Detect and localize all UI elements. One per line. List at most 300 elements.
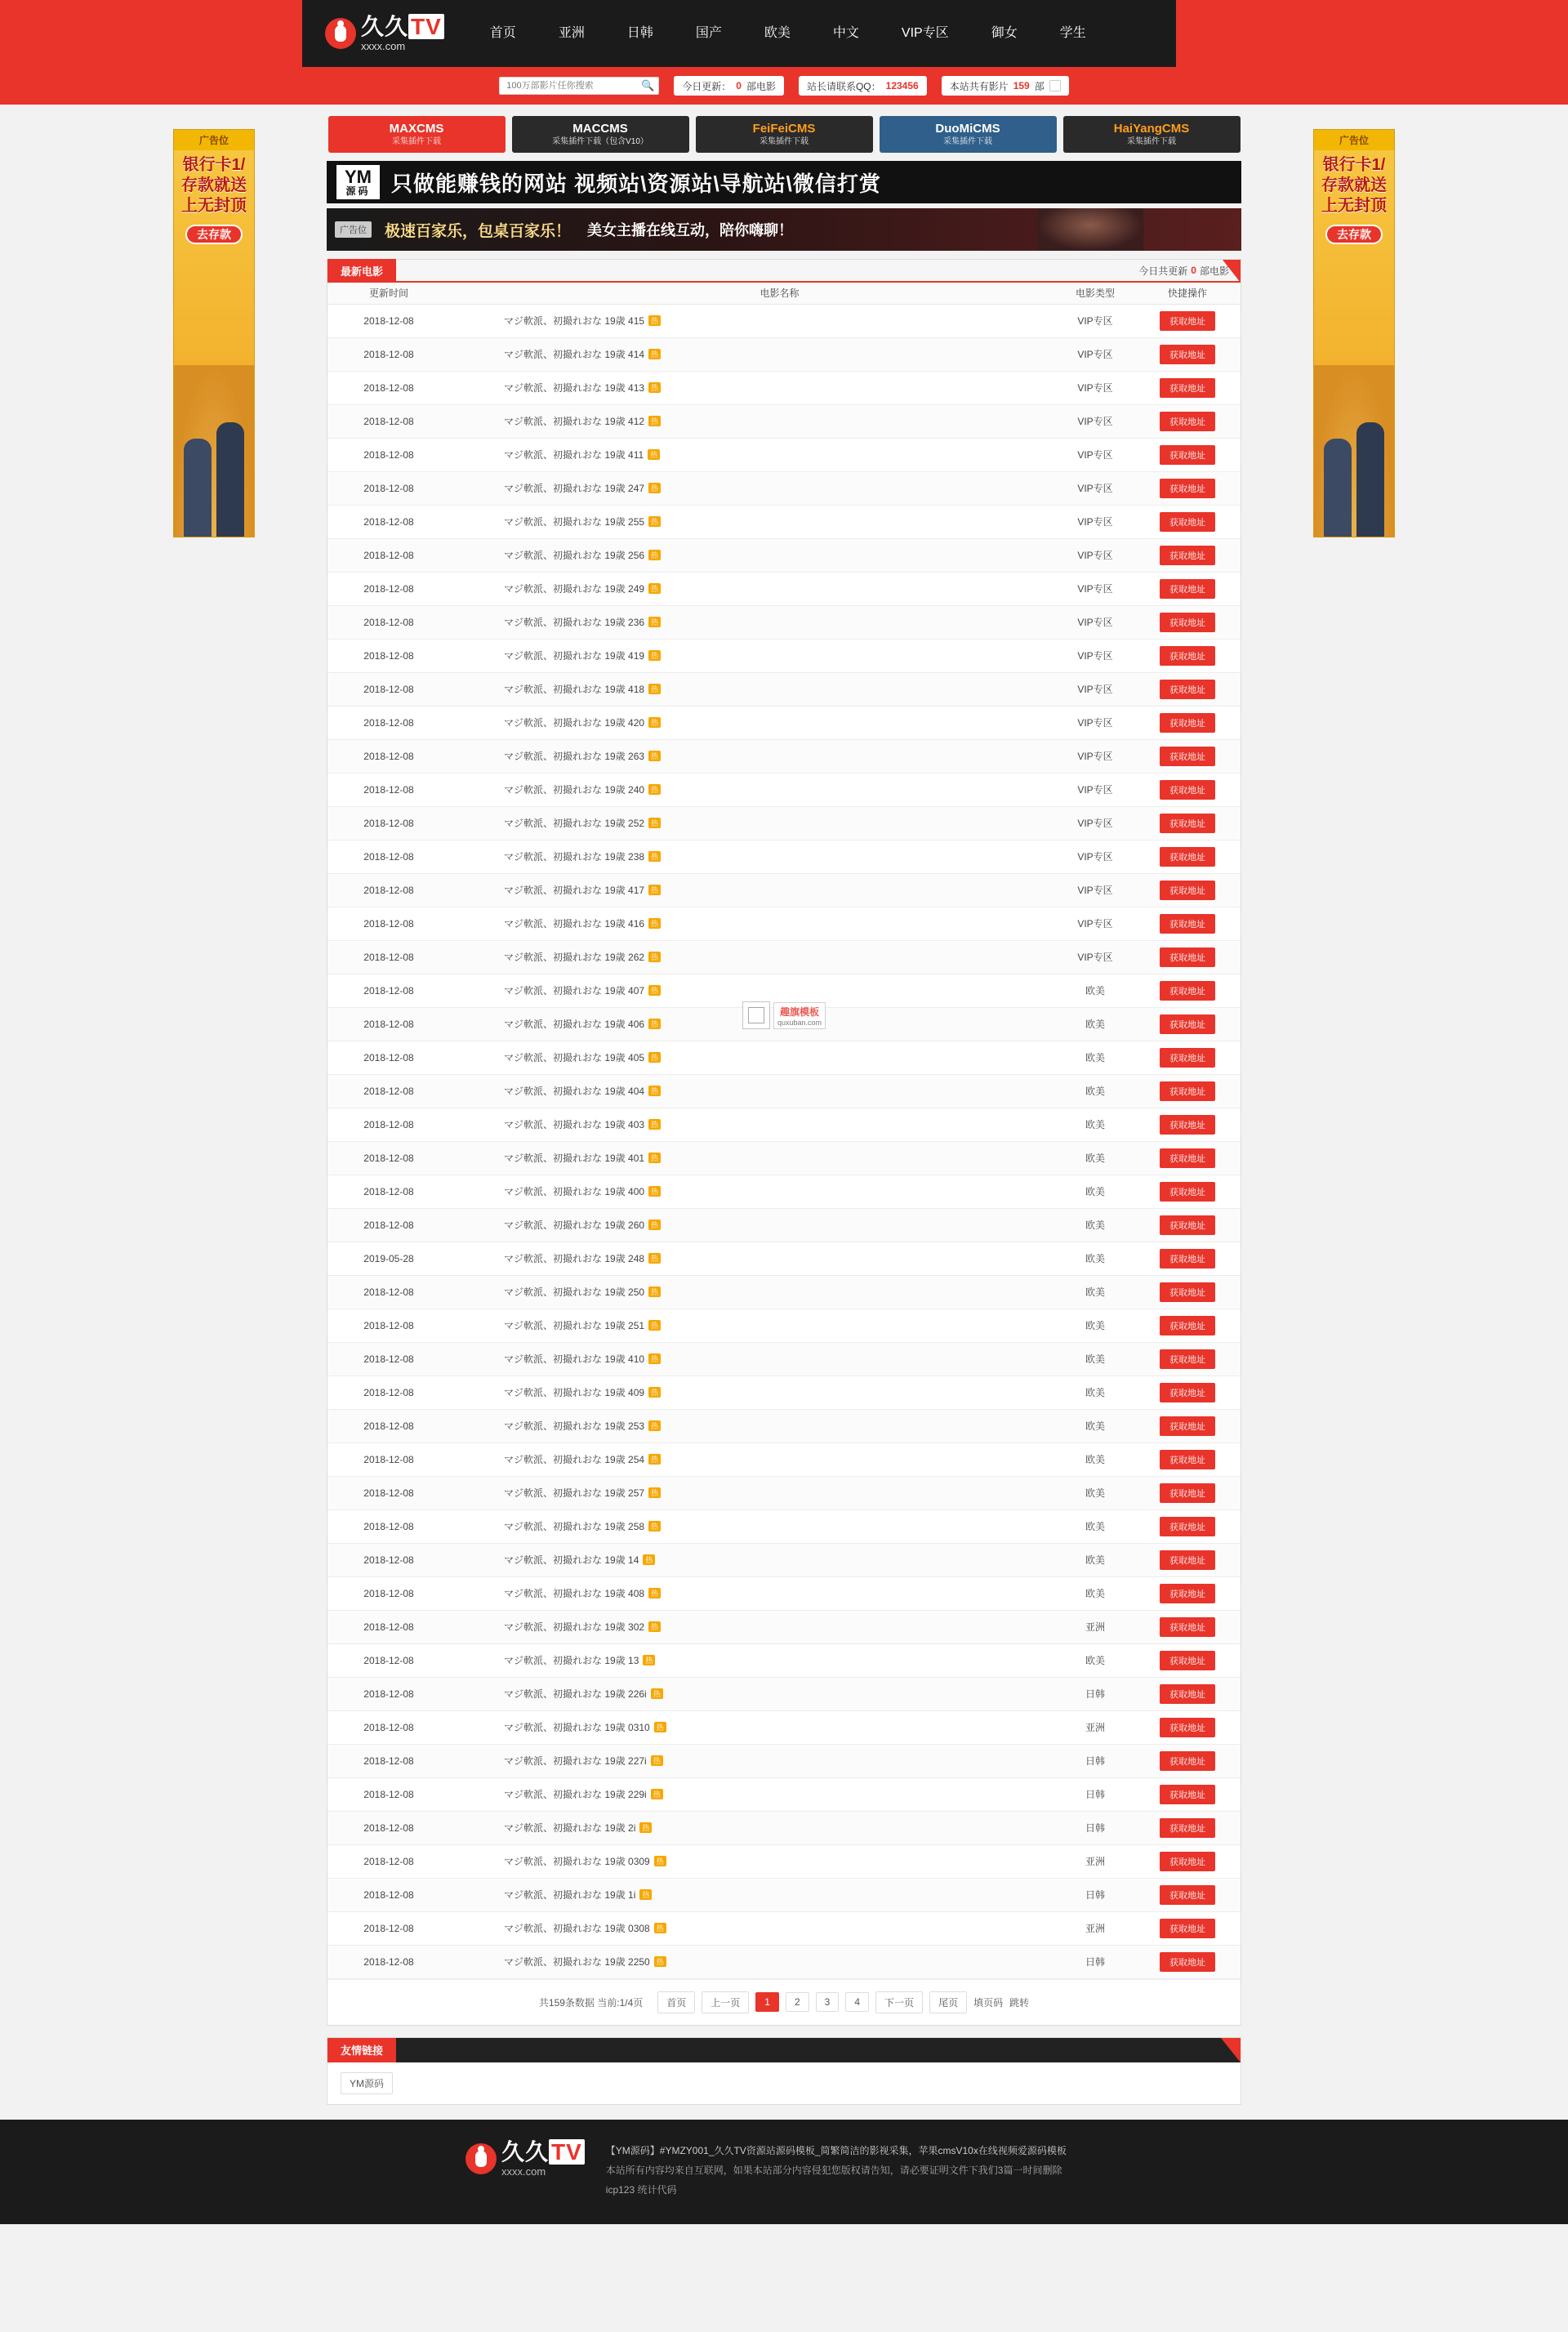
row-name[interactable] — [450, 605, 1056, 639]
row-name[interactable] — [450, 572, 1056, 605]
get-address-button[interactable]: 获取地址 — [1160, 445, 1215, 465]
row-name[interactable] — [450, 1878, 1056, 1911]
get-address-button[interactable]: 获取地址 — [1160, 1316, 1215, 1335]
ym-brand-sub: 源码 — [345, 185, 371, 198]
row-time: 2018-12-08 — [327, 471, 450, 505]
row-type: VIP专区 — [1056, 371, 1134, 404]
row-time: 2018-12-08 — [327, 940, 450, 974]
get-address-button[interactable]: 获取地址 — [1160, 378, 1215, 398]
pagination — [327, 1979, 1241, 2025]
table-row[interactable] — [327, 1476, 1241, 1509]
row-action-cell — [1134, 1208, 1241, 1242]
get-address-button[interactable]: 获取地址 — [1160, 579, 1215, 599]
get-address-button[interactable]: 获取地址 — [1160, 1081, 1215, 1101]
today-update-unit: 部电影 — [746, 80, 776, 92]
panel-header — [327, 260, 1241, 283]
get-address-button[interactable]: 获取地址 — [1160, 1584, 1215, 1603]
row-time: 2018-12-08 — [327, 1108, 450, 1141]
get-address-button[interactable]: 获取地址 — [1160, 512, 1215, 532]
table-row[interactable] — [327, 1777, 1241, 1811]
hot-badge-icon: 热 — [648, 583, 661, 594]
row-type: 日韩 — [1056, 1945, 1134, 1978]
main-nav — [469, 0, 1107, 67]
pagination-jump-button[interactable]: 跳转 — [1009, 1996, 1030, 2009]
top-header — [0, 0, 1568, 67]
cms-haiyangcms-sub: 采集插件下载 — [1127, 137, 1176, 147]
row-name[interactable] — [450, 1677, 1056, 1710]
table-row[interactable] — [327, 940, 1241, 974]
hot-badge-icon: 热 — [648, 1420, 661, 1431]
pagination-prev[interactable]: 上一页 — [702, 1991, 749, 2013]
row-name[interactable] — [450, 1945, 1056, 1978]
row-name[interactable] — [450, 471, 1056, 505]
get-address-button[interactable]: 获取地址 — [1160, 311, 1215, 331]
row-name[interactable] — [450, 1342, 1056, 1376]
row-name[interactable] — [450, 304, 1056, 337]
row-time: 2018-12-08 — [327, 1509, 450, 1543]
row-name-text: マジ軟派、初撮れおな 19歳 403 — [504, 1119, 645, 1130]
row-time: 2018-12-08 — [327, 773, 450, 806]
row-action-cell — [1134, 1242, 1241, 1275]
hot-badge-icon: 热 — [648, 1253, 661, 1264]
table-row[interactable] — [327, 1175, 1241, 1208]
get-address-button[interactable]: 获取地址 — [1160, 1517, 1215, 1536]
get-address-button[interactable]: 获取地址 — [1160, 1852, 1215, 1871]
left-ad-line3: 上无封顶 — [181, 197, 247, 215]
table-row[interactable] — [327, 840, 1241, 873]
nav-item-western[interactable]: 欧美 — [764, 26, 791, 40]
cms-feifeicms-title: FeiFeiCMS — [752, 122, 816, 136]
row-name-text: マジ軟派、初撮れおな 19歳 240 — [504, 784, 645, 796]
row-name[interactable] — [450, 1811, 1056, 1844]
get-address-button[interactable]: 获取地址 — [1160, 847, 1215, 867]
cms-button-haiyangcms[interactable] — [1063, 116, 1241, 153]
table-row[interactable] — [327, 404, 1241, 438]
row-name-text: マジ軟派、初撮れおな 19歳 262 — [504, 952, 645, 963]
get-address-button[interactable]: 获取地址 — [1160, 1651, 1215, 1670]
hot-badge-icon: 热 — [648, 483, 661, 493]
row-name-text: マジ軟派、初撮れおな 19歳 412 — [504, 416, 645, 427]
row-name[interactable] — [450, 538, 1056, 572]
table-row[interactable] — [327, 1509, 1241, 1543]
table-row[interactable] — [327, 1576, 1241, 1610]
hot-badge-icon: 热 — [648, 449, 660, 460]
nav-item-chinese[interactable]: 中文 — [832, 26, 859, 40]
casino-ad-label: 广告位 — [335, 221, 372, 238]
row-action-cell — [1134, 639, 1241, 672]
table-row[interactable] — [327, 1442, 1241, 1476]
table-row[interactable] — [327, 1878, 1241, 1911]
row-name[interactable] — [450, 672, 1056, 706]
row-name[interactable] — [450, 706, 1056, 739]
row-name-text: マジ軟派、初撮れおな 19歳 409 — [504, 1387, 645, 1398]
get-address-button[interactable]: 获取地址 — [1160, 1818, 1215, 1838]
get-address-button[interactable]: 获取地址 — [1160, 1349, 1215, 1369]
hot-badge-icon: 热 — [648, 1454, 661, 1465]
row-time: 2018-12-08 — [327, 337, 450, 371]
row-name[interactable] — [450, 974, 1056, 1007]
cms-maxcms-title: MAXCMS — [389, 122, 444, 136]
table-header-row — [327, 283, 1241, 304]
table-row[interactable] — [327, 1643, 1241, 1677]
row-action-cell — [1134, 471, 1241, 505]
row-name-text: マジ軟派、初撮れおな 19歳 419 — [504, 650, 645, 662]
row-name[interactable] — [450, 1074, 1056, 1108]
get-address-button[interactable]: 获取地址 — [1160, 479, 1215, 498]
row-type: 亚洲 — [1056, 1911, 1134, 1945]
column-header-action: 快捷操作 — [1134, 283, 1241, 304]
row-name[interactable] — [450, 1476, 1056, 1509]
row-name-text: マジ軟派、初撮れおな 19歳 238 — [504, 851, 645, 863]
content-layout — [0, 105, 1568, 2105]
table-row[interactable] — [327, 1911, 1241, 1945]
nav-item-jp-kr[interactable]: 日韩 — [626, 26, 653, 40]
table-row[interactable] — [327, 1108, 1241, 1141]
cms-duomicms-sub: 采集插件下载 — [943, 137, 992, 147]
hot-badge-icon: 热 — [648, 1186, 661, 1197]
get-address-button[interactable]: 获取地址 — [1160, 914, 1215, 934]
get-address-button[interactable]: 获取地址 — [1160, 881, 1215, 900]
row-name[interactable] — [450, 840, 1056, 873]
row-name[interactable] — [450, 1007, 1056, 1041]
table-row[interactable] — [327, 1074, 1241, 1108]
row-time: 2018-12-08 — [327, 605, 450, 639]
cms-button-feifeicms[interactable] — [696, 116, 873, 153]
site-logo[interactable] — [325, 16, 444, 51]
casino-banner-sub: 美女主播在线互动，陪你嗨聊！ — [587, 222, 794, 239]
hot-badge-icon: 热 — [648, 349, 661, 359]
table-row[interactable] — [327, 1945, 1241, 1978]
get-address-button[interactable]: 获取地址 — [1160, 1148, 1215, 1168]
get-address-button[interactable]: 获取地址 — [1160, 1550, 1215, 1570]
get-address-button[interactable]: 获取地址 — [1160, 680, 1215, 699]
table-row[interactable] — [327, 873, 1241, 907]
friend-links-title: 友情链接 — [327, 2038, 396, 2062]
row-action-cell — [1134, 974, 1241, 1007]
hot-badge-icon: 热 — [648, 1320, 661, 1331]
row-name[interactable] — [450, 739, 1056, 773]
cms-download-row — [327, 116, 1241, 153]
get-address-button[interactable]: 获取地址 — [1160, 1048, 1215, 1068]
friend-links-header — [327, 2038, 1241, 2062]
table-row[interactable] — [327, 1309, 1241, 1342]
table-row[interactable] — [327, 505, 1241, 538]
right-ad-banner[interactable] — [1313, 129, 1395, 537]
nav-item-home[interactable]: 首页 — [489, 26, 516, 40]
cms-button-maxcms[interactable] — [328, 116, 506, 153]
row-type: 欧美 — [1056, 1208, 1134, 1242]
table-row[interactable] — [327, 1543, 1241, 1576]
pagination-page-3[interactable]: 3 — [816, 1992, 840, 2012]
pagination-page-4[interactable]: 4 — [845, 1992, 869, 2012]
get-address-button[interactable]: 获取地址 — [1160, 1483, 1215, 1503]
row-name-text: マジ軟派、初撮れおな 19歳 247 — [504, 483, 645, 494]
table-row[interactable] — [327, 1610, 1241, 1643]
table-row[interactable] — [327, 1811, 1241, 1844]
qq-value: 123456 — [885, 80, 919, 91]
get-address-button[interactable]: 获取地址 — [1160, 1718, 1215, 1737]
get-address-button[interactable]: 获取地址 — [1160, 646, 1215, 666]
latest-movies-panel — [327, 259, 1241, 2026]
row-name[interactable] — [450, 1543, 1056, 1576]
table-row[interactable] — [327, 639, 1241, 672]
get-address-button[interactable]: 获取地址 — [1160, 1919, 1215, 1938]
hot-badge-icon: 热 — [648, 1487, 661, 1498]
row-time: 2018-12-08 — [327, 706, 450, 739]
table-row[interactable] — [327, 672, 1241, 706]
panel-title: 最新电影 — [327, 259, 396, 282]
row-name[interactable] — [450, 371, 1056, 404]
left-ad-line2: 存款就送 — [181, 176, 247, 194]
table-row[interactable] — [327, 1041, 1241, 1074]
row-name[interactable] — [450, 1175, 1056, 1208]
search-box[interactable] — [499, 77, 659, 95]
search-input[interactable] — [499, 77, 659, 95]
get-address-button[interactable]: 获取地址 — [1160, 1450, 1215, 1469]
hot-badge-icon: 热 — [648, 952, 661, 962]
row-name[interactable] — [450, 1208, 1056, 1242]
get-address-button[interactable]: 获取地址 — [1160, 412, 1215, 431]
get-address-button[interactable]: 获取地址 — [1160, 1182, 1215, 1202]
row-time: 2018-12-08 — [327, 1041, 450, 1074]
get-address-button[interactable]: 获取地址 — [1160, 546, 1215, 565]
table-row[interactable] — [327, 1409, 1241, 1442]
right-ad-button[interactable]: 去存款 — [1325, 225, 1383, 244]
hot-badge-icon: 热 — [639, 1822, 652, 1833]
table-row[interactable] — [327, 773, 1241, 806]
table-row[interactable] — [327, 605, 1241, 639]
table-row[interactable] — [327, 1376, 1241, 1409]
search-icon[interactable]: 🔍 — [641, 79, 655, 91]
get-address-button[interactable]: 获取地址 — [1160, 1215, 1215, 1235]
table-row[interactable] — [327, 974, 1241, 1007]
search-bar — [0, 67, 1568, 105]
nav-item-yunv[interactable]: 御女 — [991, 26, 1018, 40]
row-name[interactable] — [450, 1442, 1056, 1476]
row-name[interactable] — [450, 438, 1056, 471]
left-ad-banner[interactable] — [173, 129, 255, 537]
table-row[interactable] — [327, 538, 1241, 572]
table-row[interactable] — [327, 438, 1241, 471]
row-name[interactable] — [450, 639, 1056, 672]
row-name-text: マジ軟派、初撮れおな 19歳 413 — [504, 382, 645, 394]
get-address-button[interactable]: 获取地址 — [1160, 1249, 1215, 1269]
get-address-button[interactable]: 获取地址 — [1160, 1416, 1215, 1436]
panel-today-unit: 部电影 — [1199, 265, 1229, 277]
hot-badge-icon: 热 — [648, 550, 661, 560]
table-row[interactable] — [327, 739, 1241, 773]
pagination-goto-label[interactable]: 填页码 — [973, 1996, 1004, 2009]
row-name[interactable] — [450, 505, 1056, 538]
row-action-cell — [1134, 1643, 1241, 1677]
watermark-title: 趣旗模板 — [779, 1005, 820, 1018]
get-address-button[interactable]: 获取地址 — [1160, 780, 1215, 800]
row-type: 欧美 — [1056, 1409, 1134, 1442]
panel-today-label: 今日共更新 — [1138, 265, 1188, 277]
table-row[interactable] — [327, 1208, 1241, 1242]
cms-button-maccms[interactable] — [512, 116, 689, 153]
hot-badge-icon: 热 — [648, 1588, 661, 1599]
table-row[interactable] — [327, 1844, 1241, 1878]
row-name[interactable] — [450, 1141, 1056, 1175]
get-address-button[interactable]: 获取地址 — [1160, 1383, 1215, 1402]
table-row[interactable] — [327, 371, 1241, 404]
pagination-page-2[interactable]: 2 — [786, 1992, 809, 2012]
get-address-button[interactable]: 获取地址 — [1160, 1014, 1215, 1034]
row-name-text: マジ軟派、初撮れおな 19歳 420 — [504, 717, 645, 729]
table-row[interactable] — [327, 1677, 1241, 1710]
hot-badge-icon: 热 — [643, 1554, 655, 1565]
row-time: 2018-12-08 — [327, 438, 450, 471]
nav-item-student[interactable]: 学生 — [1059, 26, 1086, 40]
get-address-button[interactable]: 获取地址 — [1160, 814, 1215, 833]
row-name-text: マジ軟派、初撮れおな 19歳 250 — [504, 1286, 645, 1298]
row-name[interactable] — [450, 1509, 1056, 1543]
row-name[interactable] — [450, 773, 1056, 806]
pagination-page-1[interactable]: 1 — [755, 1992, 779, 2012]
get-address-button[interactable]: 获取地址 — [1160, 747, 1215, 766]
table-row[interactable] — [327, 1710, 1241, 1744]
cms-button-duomicms[interactable] — [880, 116, 1057, 153]
row-name[interactable] — [450, 337, 1056, 371]
get-address-button[interactable]: 获取地址 — [1160, 948, 1215, 967]
table-row[interactable] — [327, 572, 1241, 605]
table-row[interactable] — [327, 337, 1241, 371]
main-column — [327, 105, 1241, 2105]
row-name[interactable] — [450, 1710, 1056, 1744]
row-type: VIP专区 — [1056, 840, 1134, 873]
nav-item-domestic[interactable]: 国产 — [695, 26, 722, 40]
movies-table — [327, 283, 1241, 1979]
row-time: 2018-12-08 — [327, 1710, 450, 1744]
friend-link-ym[interactable]: YM源码 — [341, 2072, 393, 2094]
table-row[interactable] — [327, 1342, 1241, 1376]
get-address-button[interactable]: 获取地址 — [1160, 1885, 1215, 1905]
row-time: 2019-05-28 — [327, 1242, 450, 1275]
row-action-cell — [1134, 1777, 1241, 1811]
table-row[interactable] — [327, 471, 1241, 505]
pagination-last[interactable]: 尾页 — [929, 1991, 967, 2013]
pagination-first[interactable]: 首页 — [657, 1991, 695, 2013]
row-action-cell — [1134, 438, 1241, 471]
table-row[interactable] — [327, 1744, 1241, 1777]
row-time: 2018-12-08 — [327, 1074, 450, 1108]
row-name-text: マジ軟派、初撮れおな 19歳 248 — [504, 1253, 645, 1264]
get-address-button[interactable]: 获取地址 — [1160, 345, 1215, 364]
get-address-button[interactable]: 获取地址 — [1160, 1684, 1215, 1704]
left-ad-label: 广告位 — [174, 130, 254, 150]
friend-links-panel — [327, 2037, 1241, 2105]
row-name-text: マジ軟派、初撮れおな 19歳 14 — [504, 1554, 639, 1566]
total-label: 本站共有影片 — [949, 80, 1009, 92]
row-type: 日韩 — [1056, 1677, 1134, 1710]
row-name[interactable] — [450, 1409, 1056, 1442]
row-name[interactable] — [450, 1911, 1056, 1945]
get-address-button[interactable]: 获取地址 — [1160, 1751, 1215, 1771]
row-action-cell — [1134, 1811, 1241, 1844]
get-address-button[interactable]: 获取地址 — [1160, 1282, 1215, 1302]
row-name-text: マジ軟派、初撮れおな 19歳 227i — [504, 1755, 647, 1767]
row-name[interactable] — [450, 806, 1056, 840]
get-address-button[interactable]: 获取地址 — [1160, 1785, 1215, 1804]
right-ad-line2: 存款就送 — [1321, 176, 1387, 194]
row-action-cell — [1134, 572, 1241, 605]
nav-item-asia[interactable]: 亚洲 — [558, 26, 585, 40]
row-time: 2018-12-08 — [327, 505, 450, 538]
row-name-text: マジ軟派、初撮れおな 19歳 257 — [504, 1487, 645, 1499]
total-count: 159 — [1013, 80, 1030, 91]
row-name[interactable] — [450, 1309, 1056, 1342]
table-row[interactable] — [327, 1242, 1241, 1275]
row-time: 2018-12-08 — [327, 1844, 450, 1878]
row-name[interactable] — [450, 1844, 1056, 1878]
table-row[interactable] — [327, 304, 1241, 337]
get-address-button[interactable]: 获取地址 — [1160, 1115, 1215, 1135]
row-name[interactable] — [450, 940, 1056, 974]
row-type: 亚洲 — [1056, 1610, 1134, 1643]
row-name[interactable] — [450, 404, 1056, 438]
promo-banner-ym[interactable] — [327, 161, 1241, 203]
table-row[interactable] — [327, 706, 1241, 739]
row-name[interactable] — [450, 1777, 1056, 1811]
row-name-text: マジ軟派、初撮れおな 19歳 0309 — [504, 1856, 650, 1867]
row-name[interactable] — [450, 1610, 1056, 1643]
row-time: 2018-12-08 — [327, 1543, 450, 1576]
get-address-button[interactable]: 获取地址 — [1160, 1952, 1215, 1972]
row-type: VIP专区 — [1056, 806, 1134, 840]
row-time: 2018-12-08 — [327, 806, 450, 840]
row-type: 欧美 — [1056, 1108, 1134, 1141]
row-name[interactable] — [450, 1744, 1056, 1777]
row-name-text: マジ軟派、初撮れおな 19歳 1i — [504, 1889, 636, 1901]
row-type: VIP专区 — [1056, 605, 1134, 639]
row-name[interactable] — [450, 1041, 1056, 1074]
table-row[interactable] — [327, 1007, 1241, 1041]
row-time: 2018-12-08 — [327, 840, 450, 873]
footer-logo[interactable] — [466, 2138, 585, 2178]
row-time: 2018-12-08 — [327, 1777, 450, 1811]
table-row[interactable] — [327, 907, 1241, 940]
get-address-button[interactable]: 获取地址 — [1160, 713, 1215, 733]
row-name[interactable] — [450, 1576, 1056, 1610]
row-name[interactable] — [450, 1108, 1056, 1141]
row-action-cell — [1134, 1442, 1241, 1476]
get-address-button[interactable]: 获取地址 — [1160, 613, 1215, 632]
logo-subtitle: xxxx.com — [361, 40, 406, 52]
table-row[interactable] — [327, 1141, 1241, 1175]
hot-badge-icon: 热 — [648, 1052, 661, 1063]
pagination-next[interactable]: 下一页 — [875, 1991, 923, 2013]
get-address-button[interactable]: 获取地址 — [1160, 981, 1215, 1001]
row-name[interactable] — [450, 1275, 1056, 1309]
row-name[interactable] — [450, 907, 1056, 940]
cms-duomicms-title: DuoMiCMS — [935, 122, 1000, 136]
row-name[interactable] — [450, 873, 1056, 907]
total-movies-badge — [942, 76, 1069, 96]
nav-item-vip[interactable]: VIP专区 — [901, 26, 949, 40]
site-footer — [0, 2120, 1568, 2224]
left-ad-button[interactable]: 去存款 — [185, 225, 243, 244]
table-row[interactable] — [327, 806, 1241, 840]
promo-banner-casino[interactable] — [327, 208, 1241, 251]
table-row[interactable] — [327, 1275, 1241, 1309]
row-type: 亚洲 — [1056, 1844, 1134, 1878]
row-name-text: マジ軟派、初撮れおな 19歳 404 — [504, 1086, 645, 1097]
row-name[interactable] — [450, 1376, 1056, 1409]
get-address-button[interactable]: 获取地址 — [1160, 1617, 1215, 1637]
row-name[interactable] — [450, 1242, 1056, 1275]
row-name[interactable] — [450, 1643, 1056, 1677]
